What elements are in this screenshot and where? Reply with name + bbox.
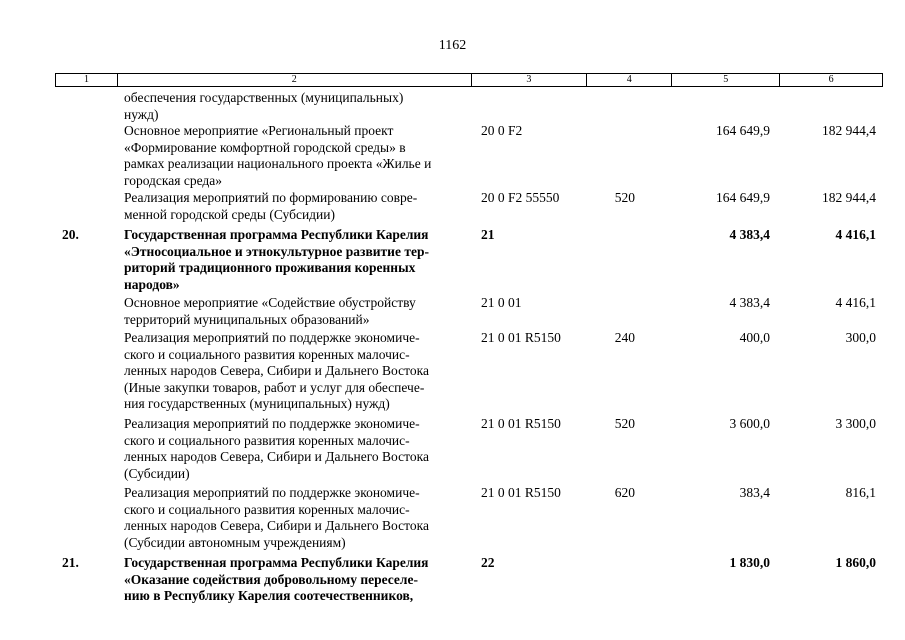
- row-name: [124, 295, 476, 328]
- row-name-line: Основное мероприятие «Региональный проект: [124, 123, 394, 138]
- row-code: 21 0 01 R5150: [481, 485, 561, 500]
- row-name: [124, 190, 476, 223]
- row-name-line: обеспечения государственных (муниципальных): [124, 90, 404, 105]
- row-name: [124, 227, 476, 293]
- row-code: 21: [481, 227, 495, 242]
- row-name: [124, 330, 476, 413]
- row-value-col6: 3 300,0: [835, 416, 876, 431]
- row-code: 22: [481, 555, 495, 570]
- row-code: 20 0 F2 55550: [481, 190, 560, 205]
- row-name-line: «Оказание содействия добровольному переселе-: [124, 571, 418, 587]
- row-value-col5: 164 649,9: [716, 190, 770, 205]
- row-name-line: ского и социального развития коренных малочис-: [124, 501, 410, 517]
- row-value-col6: 4 416,1: [835, 227, 876, 242]
- row-name-line: «Формирование комфортной городской среды» в: [124, 139, 406, 155]
- row-value-col6: 4 416,1: [835, 295, 876, 310]
- table-header: [55, 73, 883, 87]
- row-type: 240: [614, 330, 635, 345]
- row-name: [124, 416, 476, 482]
- row-name-line: Государственная программа Республики Карелия: [124, 227, 429, 242]
- row-name-line: нужд): [124, 106, 159, 122]
- row-name-line: ленных народов Севера, Сибири и Дальнего Востока: [124, 363, 429, 379]
- row-name: [124, 90, 476, 123]
- row-code: 21 0 01: [481, 295, 522, 310]
- row-name-line: Реализация мероприятий по поддержке экономиче-: [124, 416, 420, 431]
- row-name-line: риторий традиционного проживания коренных: [124, 260, 416, 276]
- row-name-line: «Этносоциальное и этнокультурное развитие тер-: [124, 243, 429, 259]
- row-code: 20 0 F2: [481, 123, 523, 138]
- header-col-3: 3: [472, 74, 588, 86]
- row-value-col5: 4 383,4: [729, 295, 770, 310]
- row-code: 21 0 01 R5150: [481, 416, 561, 431]
- row-name-line: (Субсидии автономным учреждениям): [124, 534, 346, 550]
- row-name-line: рамках реализации национального проекта «Жилье и: [124, 156, 432, 172]
- row-name-line: территорий муниципальных образований»: [124, 311, 370, 327]
- row-value-col5: 164 649,9: [716, 123, 770, 138]
- row-name-line: Государственная программа Республики Карелия: [124, 555, 429, 570]
- row-name-line: (Субсидии): [124, 465, 190, 481]
- row-name-line: городская среда»: [124, 172, 223, 188]
- row-value-col6: 300,0: [845, 330, 876, 345]
- row-name-line: менной городской среды (Субсидии): [124, 206, 335, 222]
- row-name-line: (Иные закупки товаров, работ и услуг для обеспече-: [124, 379, 425, 395]
- row-value-col5: 400,0: [739, 330, 770, 345]
- row-number: 21.: [62, 555, 79, 570]
- row-value-col6: 182 944,4: [822, 190, 876, 205]
- row-value-col5: 383,4: [739, 485, 770, 500]
- header-col-2: 2: [118, 74, 472, 86]
- row-name-line: Реализация мероприятий по поддержке экономиче-: [124, 485, 420, 500]
- row-value-col5: 4 383,4: [729, 227, 770, 242]
- row-number: 20.: [62, 227, 79, 242]
- row-value-col5: 3 600,0: [729, 416, 770, 431]
- row-type: 620: [614, 485, 635, 500]
- row-name-line: ленных народов Севера, Сибири и Дальнего Востока: [124, 449, 429, 465]
- row-name-line: ленных народов Севера, Сибири и Дальнего Востока: [124, 518, 429, 534]
- row-value-col6: 182 944,4: [822, 123, 876, 138]
- row-value-col6: 816,1: [845, 485, 876, 500]
- row-code: 21 0 01 R5150: [481, 330, 561, 345]
- row-type: 520: [614, 190, 635, 205]
- row-name: [124, 555, 476, 605]
- page-number: 1162: [438, 38, 467, 53]
- row-name-line: ния государственных (муниципальных) нужд): [124, 396, 390, 412]
- row-value-col6: 1 860,0: [835, 555, 876, 570]
- header-col-5: 5: [672, 74, 780, 86]
- row-name-line: Основное мероприятие «Содействие обустройству: [124, 295, 416, 310]
- row-name-line: ского и социального развития коренных малочис-: [124, 432, 410, 448]
- row-type: 520: [614, 416, 635, 431]
- row-name-line: народов»: [124, 276, 180, 292]
- header-col-4: 4: [587, 74, 672, 86]
- row-name-line: Реализация мероприятий по формированию совре-: [124, 190, 418, 205]
- header-col-1: 1: [56, 74, 118, 86]
- header-col-6: 6: [828, 74, 834, 85]
- row-value-col5: 1 830,0: [729, 555, 770, 570]
- row-name: [124, 485, 476, 551]
- row-name: [124, 123, 476, 189]
- row-name-line: ского и социального развития коренных малочис-: [124, 346, 410, 362]
- row-name-line: Реализация мероприятий по поддержке экономиче-: [124, 330, 420, 345]
- row-name-line: нию в Республику Карелия соотечественников,: [124, 588, 414, 604]
